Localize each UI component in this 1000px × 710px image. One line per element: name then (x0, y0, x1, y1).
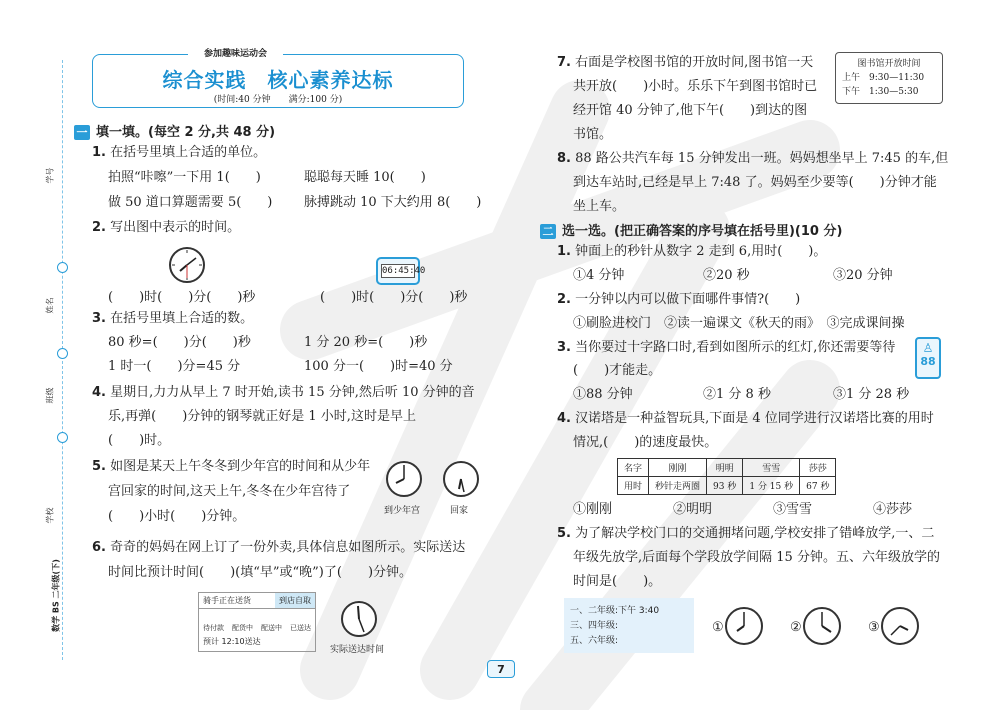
page-number: 7 (487, 660, 515, 678)
library-hours-card (835, 52, 943, 104)
title-tab: 参加趣味运动会 (188, 46, 283, 63)
clock-delivered-label: 实际送达时间 (330, 645, 385, 655)
c4-option-1[interactable]: ①刚刚 (573, 502, 613, 517)
c5-option-3-label[interactable]: ③ (868, 620, 880, 635)
c3-line-2: ( )才能走。 (573, 363, 662, 378)
q2-blank-a[interactable]: ( )时( )分( )秒 (108, 290, 256, 305)
digital-clock-display: 06:45:40 (382, 266, 426, 276)
q1-blank-d[interactable]: 脉搏跳动 10 下大约用 8( ) (304, 195, 482, 210)
step-delivering: 配送中 (261, 624, 282, 632)
page-subtitle: (时间:40 分钟 满分:100 分) (213, 95, 343, 105)
analog-clock-icon (168, 246, 206, 284)
q1-blank-b[interactable]: 聪聪每天睡 10( ) (304, 170, 426, 185)
section-2-heading (540, 220, 842, 239)
c5-line-2: 年级先放学,后面每个学段放学间隔 15 分钟。五、六年级放学的 (573, 550, 940, 565)
section-title: 填一填。(每空 2 分,共 48 分) (96, 125, 276, 140)
schedule-g34: 三、四年级: (570, 621, 619, 631)
page-title: 综合实践 核心素养达标 (162, 68, 394, 92)
section-1-heading (74, 121, 275, 140)
label-class: 班级 (45, 387, 55, 404)
q8-line-3: 坐上车。 (573, 199, 626, 214)
c4-option-3[interactable]: ③雪雪 (773, 502, 813, 517)
step-pending: 待付款 (203, 624, 224, 632)
traffic-light (915, 337, 941, 379)
pedestrian-icon: ♙ (922, 341, 934, 355)
schedule-g56: 五、六年级: (570, 636, 619, 646)
choice-2: 2. 一分钟以内可以做下面哪件事情?( ) (557, 292, 801, 307)
c5-option-1-label[interactable]: ① (712, 620, 724, 635)
question-4: 4. 星期日,力力从早上 7 时开始,读书 15 分钟,然后听 10 分钟的音 (92, 385, 475, 400)
clock-arrive-label: 到少年宫 (384, 506, 421, 516)
q3-blank-c[interactable]: 1 时一( )分=45 分 (108, 359, 241, 374)
delivery-card (198, 592, 316, 652)
clock-delivered-icon (340, 600, 378, 638)
question-2: 2. 写出图中表示的时间。 (92, 220, 241, 235)
q3-blank-b[interactable]: 1 分 20 秒=( )秒 (304, 335, 428, 350)
clock-home-label: 回家 (450, 506, 469, 516)
q3-blank-a[interactable]: 80 秒=( )分( )秒 (108, 335, 251, 350)
c4-option-2[interactable]: ②明明 (673, 502, 713, 517)
q4-line-3[interactable]: ( )时。 (108, 433, 171, 448)
question-7: 7. 右面是学校图书馆的开放时间,图书馆一天 (557, 55, 814, 70)
q4-line-2[interactable]: 乐,再弹( )分钟的钢琴就正好是 1 小时,这时是早上 (108, 409, 416, 424)
question-3: 3. 在括号里填上合适的数。 (92, 311, 254, 326)
clock-option-2-icon[interactable] (802, 606, 842, 646)
binding-hole (57, 348, 68, 359)
question-1: 1. 在括号里填上合适的单位。 (92, 145, 267, 160)
q5-line-3[interactable]: ( )小时( )分钟。 (108, 509, 246, 524)
clock-home-icon (442, 460, 480, 498)
traffic-light-countdown: 88 (920, 355, 936, 368)
c1-option-1[interactable]: ①4 分钟 (573, 268, 625, 283)
table-row: 名字 刚刚 明明 雪雪 莎莎 (618, 459, 836, 477)
q1-blank-c[interactable]: 做 50 道口算题需要 5( ) (108, 195, 273, 210)
step-packing: 配货中 (232, 624, 253, 632)
q7-line-3[interactable]: 经开馆 40 分钟了,他下午( )到达的图 (573, 103, 808, 118)
step-delivered: 已送达 (290, 624, 311, 632)
c3-option-1[interactable]: ①88 分钟 (573, 387, 633, 402)
c2-options[interactable]: ①刷脸进校门 ②读一遍课文《秋天的雨》 ③完成课间操 (573, 316, 905, 331)
q7-line-4: 书馆。 (573, 127, 613, 142)
clock-arrive-icon (385, 460, 423, 498)
self-pickup-tab: 到店自取 (275, 593, 315, 608)
label-name: 姓名 (45, 297, 55, 314)
c5-option-2-label[interactable]: ② (790, 620, 802, 635)
q6-line-2[interactable]: 时间比预计时间( )(填“早”或“晚”)了( )分钟。 (108, 565, 413, 580)
c1-option-3[interactable]: ③20 分钟 (833, 268, 893, 283)
c5-line-3: 时间是( )。 (573, 574, 662, 589)
delivery-status: 骑手正在送货 (203, 596, 251, 605)
table-row: 用时 秒针走两圈 93 秒 1 分 15 秒 67 秒 (618, 477, 836, 495)
question-6: 6. 奇奇的妈妈在网上订了一份外卖,具体信息如图所示。实际送达 (92, 540, 466, 555)
q7-line-2[interactable]: 共开放( )小时。乐乐下午到图书馆时已 (573, 79, 818, 94)
q2-blank-b[interactable]: ( )时( )分( )秒 (320, 290, 468, 305)
c3-option-3[interactable]: ③1 分 28 秒 (833, 387, 910, 402)
section-title: 选一选。(把正确答案的序号填在括号里)(10 分) (562, 224, 843, 239)
question-8: 8. 88 路公共汽车每 15 分钟发出一班。妈妈想坐早上 7:45 的车,但 (557, 151, 949, 166)
section-badge: 二 (540, 224, 556, 239)
library-hours-pm: 下午 1:30—5:30 (842, 87, 919, 97)
label-student-id: 学号 (45, 167, 55, 184)
c4-option-4[interactable]: ④莎莎 (873, 502, 913, 517)
clock-option-3-icon[interactable] (880, 606, 920, 646)
hanoi-table (617, 458, 836, 495)
question-5: 5. 如图是某天上午冬冬到少年宫的时间和从少年 (92, 459, 371, 474)
q3-blank-d[interactable]: 100 分一( )时=40 分 (304, 359, 453, 374)
q5-line-2: 宫回家的时间,这天上午,冬冬在少年宫待了 (108, 484, 351, 499)
choice-1: 1. 钟面上的秒针从数字 2 走到 6,用时( )。 (557, 244, 827, 259)
q8-line-2[interactable]: 到达车站时,已经是早上 7:48 了。妈妈至少要等( )分钟才能 (573, 175, 937, 190)
label-school: 学校 (45, 507, 55, 524)
library-hours-title: 图书馆开放时间 (857, 59, 921, 69)
dismissal-schedule (564, 598, 694, 653)
library-hours-am: 上午 9:30—11:30 (842, 73, 925, 83)
q1-blank-a[interactable]: 拍照“咔嚓”一下用 1( ) (108, 170, 261, 185)
choice-4: 4. 汉诺塔是一种益智玩具,下面是 4 位同学进行汉诺塔比赛的用时 (557, 411, 934, 426)
binding-hole (57, 262, 68, 273)
c1-option-2[interactable]: ②20 秒 (703, 268, 750, 283)
digital-clock (376, 257, 426, 285)
label-subject: 数学 BS 二年级(下) (51, 559, 61, 632)
delivery-eta: 预计 12:10送达 (203, 637, 261, 646)
choice-3: 3. 当你要过十字路口时,看到如图所示的红灯,你还需要等待 (557, 340, 896, 355)
binding-hole (57, 432, 68, 443)
clock-option-1-icon[interactable] (724, 606, 764, 646)
choice-5: 5. 为了解决学校门口的交通拥堵问题,学校安排了错峰放学,一、二 (557, 526, 935, 541)
c3-option-2[interactable]: ②1 分 8 秒 (703, 387, 771, 402)
binding-line (62, 60, 63, 660)
schedule-g12: 一、二年级:下午 3:40 (570, 606, 660, 616)
section-badge: 一 (74, 125, 90, 140)
c4-line-2: 情况,( )的速度最快。 (573, 435, 718, 450)
